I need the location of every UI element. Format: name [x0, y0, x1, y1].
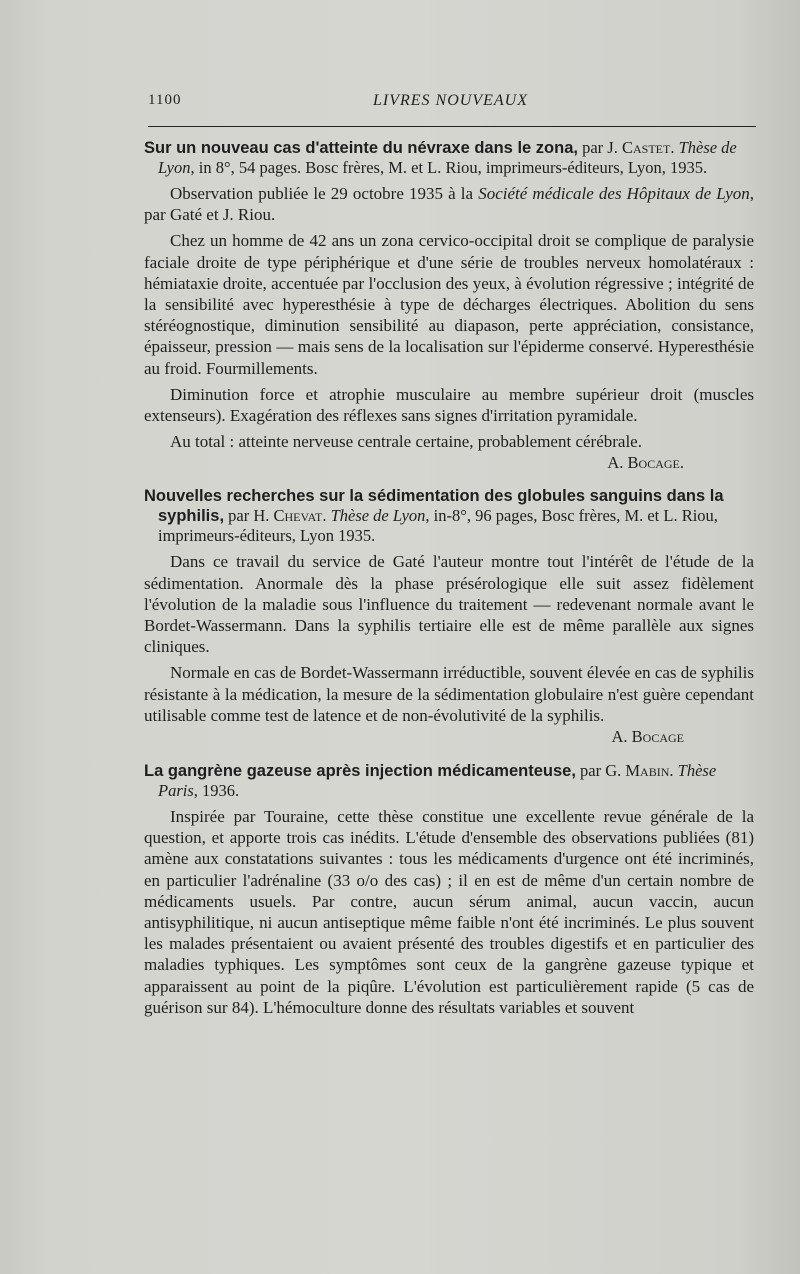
- review-signature: A. Bocage.: [607, 453, 684, 473]
- review-gangrene: [144, 761, 754, 1018]
- review-paragraph: Chez un homme de 42 ans un zona cervico-occipital droit se complique de paralysie faciale droite de type périphérique et d'une série de troubles nerveux homolatéraux : hémiataxie droite, accentuée par l'occlusion des yeux, à évolution régressive ; intégrité de la sensibilité avec hyperesthésie à type de décharges électriques. Abolition du sens stéréognostique, diminution sensibilité au diapason, perte appréciation, consistance, épaisseur, pression — mais sens de la localisation sur l'épiderme conservé. Hyperesthésie au froid. Fourmillements.: [144, 231, 754, 378]
- review-publication: , in-8°, 96 pages, Bosc frères, M. et L. Riou, imprimeurs-éditeurs, Lyon 1935.: [158, 506, 718, 546]
- review-heading: La gangrène gazeuse après injection médicamenteuse, par G. Mabin. Thèse Paris, 1936.: [144, 761, 717, 801]
- header-rule: [148, 126, 756, 127]
- review-paragraph: Normale en cas de Bordet-Wassermann irréductible, souvent élevée en cas de syphilis résistante à la médication, la mesure de la sédimentation globulaire n'est guère cependant utilisable comme test de latence et de non-évolutivité de la syphilis.: [144, 663, 754, 725]
- review-by: par G.: [575, 761, 626, 781]
- review-title: Nouvelles recherches sur la sédimentation des globules sanguins dans la syphilis,: [144, 487, 724, 526]
- review-thesis: Thèse de Lyon: [330, 506, 426, 526]
- review-title: La gangrène gazeuse après injection médicamenteuse,: [144, 762, 576, 781]
- review-paragraph: Dans ce travail du service de Gaté l'auteur montre tout l'intérêt de l'étude de la sédimentation. Anormale dès la phase présérologique elle suit assez fidèlement l'évolution de la maladie sous l'influence du traitement — redevenant normale avant le Bordet-Wassermann. Dans la syphilis tertiaire elle est de même parallèle aux signes cliniques.: [144, 552, 754, 657]
- review-publication: , in 8°, 54 pages. Bosc frères, M. et L. Riou, imprimeurs-éditeurs, Lyon, 1935.: [190, 158, 708, 177]
- review-thesis: Thèse Paris: [158, 761, 717, 801]
- page-number: 1100: [148, 92, 182, 108]
- review-signature: A. Bocage: [611, 727, 684, 747]
- review-paragraph: Diminution force et atrophie musculaire au membre supérieur droit (muscles extenseurs). Exagération des réflexes sans signes d'irritation pyramidale.: [144, 384, 754, 426]
- review-zona: [144, 138, 754, 473]
- review-by: par H.: [224, 506, 274, 526]
- running-title: LIVRES NOUVEAUX: [373, 92, 528, 109]
- review-heading: Sur un nouveau cas d'atteinte du névraxe dans le zona, par J. Castet. Thèse de Lyon, in 8°, 54 pages. Bosc frères, M. et L. Riou, imprimeurs-éditeurs, Lyon, 1935.: [144, 138, 737, 177]
- review-author: Mabin: [625, 761, 670, 781]
- review-author: Chevat: [273, 506, 323, 526]
- review-publication: , 1936.: [193, 781, 240, 801]
- paragraph-text: , par Gaté et J. Riou.: [144, 184, 754, 225]
- page-header: [148, 92, 756, 116]
- society-name: Société médicale des Hôpitaux de Lyon: [478, 184, 750, 203]
- review-sedimentation: [144, 487, 754, 747]
- paragraph-text: Observation publiée le 29 octobre 1935 à la: [170, 184, 479, 203]
- page-content: [144, 138, 754, 1032]
- review-paragraph: Au total : atteinte nerveuse centrale certaine, probablement cérébrale.: [170, 432, 642, 452]
- review-title: Sur un nouveau cas d'atteinte du névraxe dans le zona,: [144, 139, 578, 157]
- review-paragraph: Inspirée par Touraine, cette thèse constitue une excellente revue générale de la question, et apporte trois cas inédits. L'étude d'ensemble des observations publiées (81) amène aux constatations suivantes : tous les médicaments d'urgence ont été incriminés, en particulier l'adrénaline (33 o/o des cas) ; il en est de même d'un certain nombre de médicaments usuels. Par contre, aucun sérum animal, aucun vaccin, aucun antisyphilitique, ni aucun antiseptique même faible n'ont été incriminés. Le plus souvent les malades présentaient ou avaient présenté des troubles digestifs et en particulier des maladies typhiques. Les symptômes sont ceux de la gangrène gazeuse typique et apparaissent au point de la piqûre. L'évolution est particulièrement rapide (5 cas de guérison sur 84). L'hémoculture donne des résultats variables et souvent: [144, 807, 754, 1017]
- review-paragraph: [144, 183, 754, 225]
- review-author: Castet: [621, 138, 671, 157]
- review-by: par J.: [577, 138, 622, 157]
- review-heading: Nouvelles recherches sur la sédimentation des globules sanguins dans la syphilis, par H. Chevat. Thèse de Lyon, in-8°, 96 pages, Bosc frères, M. et L. Riou, imprimeurs-éditeurs, Lyon 1935.: [144, 487, 724, 546]
- review-thesis: Thèse de Lyon: [158, 138, 737, 177]
